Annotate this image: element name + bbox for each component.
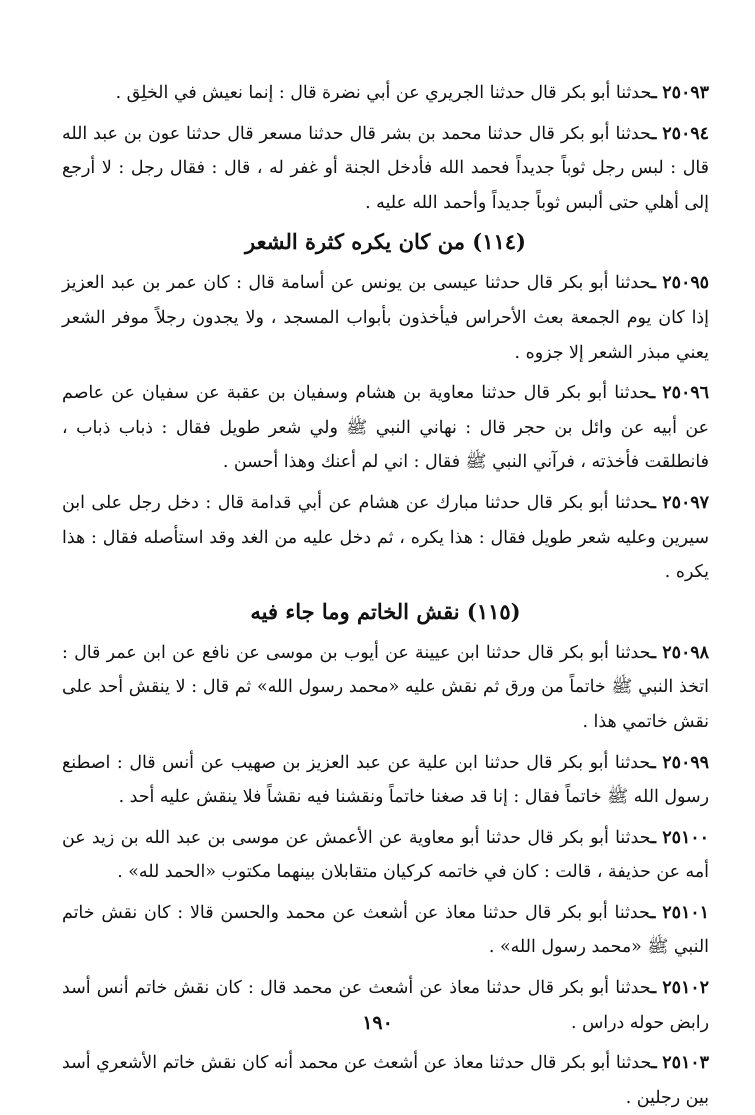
hadith-separator: ـ [650,827,656,848]
hadith-number: ٢٥١٠٣ [662,1053,709,1074]
section-heading: (١١٥) نقش الخاتم وما جاء فيه [250,598,521,624]
hadith-text: حدثنا أبو بكر قال حدثنا ابن علية عن عبد العزيز بن صهيب عن أنس قال : اصطنع رسول الله ﷺ خاتماً فقال : إنا قد صغنا خاتماً ونقشنا فيه نقشاً فلا ينقش عليه أحد . [62,752,709,808]
hadith-number: ٢٥٠٩٧ [662,492,709,513]
hadith-paragraph [62,1046,709,1115]
hadith-text: حدثنا أبو بكر قال حدثنا معاذ عن أشعث عن محمد قال : كان نقش خاتم أنس أسد رابض حوله دراس . [62,978,709,1033]
hadith-number: ٢٥٠٩٩ [662,752,709,773]
hadith-paragraph [62,746,709,815]
hadith-separator: ـ [649,383,656,404]
hadith-number: ٢٥٠٩٣ [662,83,709,103]
hadith-number: ٢٥٠٩٥ [662,273,710,294]
hadith-paragraph [62,76,709,111]
hadith-paragraph [62,376,709,480]
hadith-number: ٢٥٠٩٨ [662,642,709,663]
hadith-number: ٢٥١٠٢ [662,978,709,999]
hadith-separator: ـ [651,83,657,103]
hadith-separator: ـ [650,752,656,773]
hadith-number: ٢٥٠٩٦ [662,383,709,404]
hadith-text: حدثنا أبو بكر قال حدثنا معاذ عن أشعث عن محمد أنه كان نقش خاتم الأشعري أسد بين رجلين . [62,1053,709,1108]
hadith-text: حدثنا أبو بكر قال حدثنا مبارك عن هشام عن أبي قدامة قال : دخل رجل على ابن سيرين وعليه شعر طويل فقال : هذا يكره ، ثم دخل عليه من الغد وقد استأصله فقال : هذا يكره . [62,492,709,583]
hadith-paragraph [62,266,709,370]
hadith-paragraph [62,636,709,740]
hadith-text: حدثنا أبو بكر قال حدثنا أبو معاوية عن الأعمش عن موسى بن عبد الله بن زيد عن أمه عن حذيفة ، قالت : كان في خاتمه كركيان متقابلان بينهما مكتوب «الحمد لله» . [62,827,709,883]
hadith-text: حدثنا أبو بكر قال حدثنا معاوية بن هشام وسفيان بن عقبة عن سفيان عن عاصم عن أبيه عن وائل بن حجر قال : نهاني النبي ﷺ ولي شعر طويل فقال : ذباب ذباب ، فانطلقت فأخذته ، فرآني النبي ﷺ فقال : اني لم أعنك وهذا أحسن . [62,383,709,473]
hadith-separator: ـ [650,273,656,294]
hadith-text: حدثنا أبو بكر قال حدثنا معاذ عن أشعث عن محمد والحسن قالا : كان نقش خاتم النبي ﷺ «محمد رسول الله» . [62,902,709,958]
page-number: ١٩٠ [362,1012,393,1034]
hadith-number: ٢٥٠٩٤ [662,123,709,144]
hadith-text: حدثنا أبو بكر قال حدثنا ابن عيينة عن أيوب بن موسى عن نافع عن ابن عمر قال : اتخذ النبي ﷺ خاتماً من ورق ثم نقش عليه «محمد رسول الله» ثم قال : لا ينقش أحد على نقش خاتمي هذا . [62,642,709,732]
hadith-text: حدثنا أبو بكر قال حدثنا محمد بن بشر قال حدثنا مسعر قال حدثنا عون بن عبد الله قال : لبس رجل ثوباً جديداً فحمد الله فأدخل الجنة أو غفر له ، قال : فقال رجل : لا أرجع إلى أهلي حتى ألبس ثوباً جديداً وأحمد الله عليه . [62,123,709,213]
hadith-separator: ـ [651,123,657,144]
hadith-text: حدثنا أبو بكر قال حدثنا عيسى بن يونس عن أسامة قال : كان عمر بن عبد العزيز إذا كان يوم الجمعة بعث الأحراس فيأخذون بأبواب المسجد ، ولا يجدون رجلاً موفر الشعر يعني مبذر الشعر إلا جزوه . [62,273,709,363]
hadith-separator: ـ [650,492,656,513]
hadith-paragraph [62,486,709,590]
hadith-separator: ـ [650,642,656,663]
hadith-text: حدثنا أبو بكر قال حدثنا الجريري عن أبي نضرة قال : إنما نعيش في الخلِق . [115,83,652,103]
hadith-separator: ـ [651,1053,657,1074]
hadith-paragraph [62,896,709,965]
hadith-number: ٢٥١٠١ [662,902,709,923]
hadith-paragraph [62,821,709,890]
hadith-number: ٢٥١٠٠ [662,827,709,848]
hadith-separator: ـ [650,978,657,999]
hadith-paragraph [62,117,709,221]
page-content [62,76,709,1115]
hadith-separator: ـ [650,902,656,923]
section-heading: (١١٤) من كان يكره كثرة الشعر [245,229,526,255]
